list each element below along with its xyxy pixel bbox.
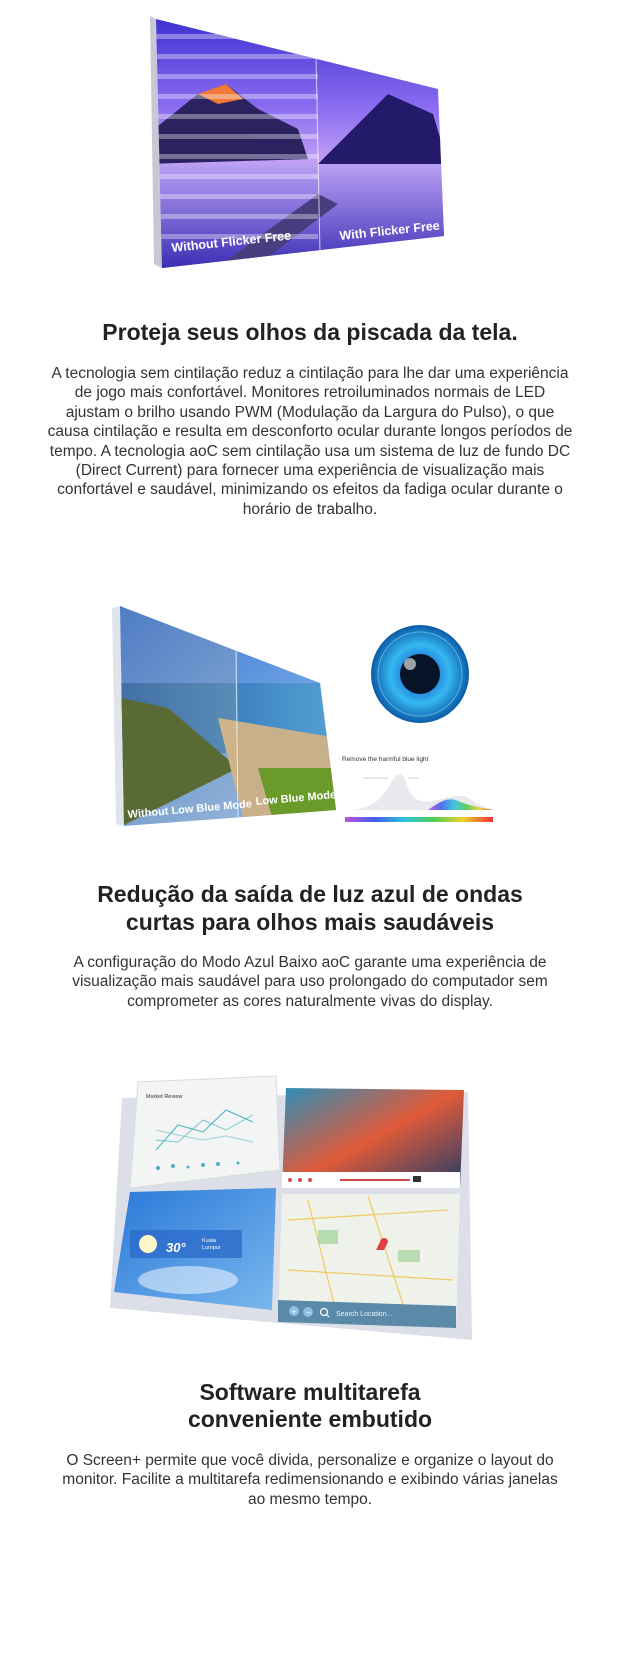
map-window	[278, 1194, 460, 1328]
low-blue-description: A configuração do Modo Azul Baixo aoC garante uma experiência de visualização mais saudável para uso prolongado do computador sem comprometer as cores naturalmente vivas do display.	[72, 954, 548, 1010]
weather-temperature: 30°	[166, 1240, 186, 1255]
weather-city-line-1: Kuala	[202, 1238, 217, 1244]
low-blue-mode-label: Low Blue Mode	[255, 789, 337, 808]
flicker-free-illustration	[148, 14, 458, 276]
without-low-blue-mode-label: Without Low Blue Mode	[127, 798, 253, 821]
flicker-free-title: Proteja seus olhos da piscada da tela.	[102, 319, 518, 345]
chart-window	[130, 1076, 280, 1188]
video-window	[282, 1088, 464, 1188]
svg-text:−: −	[306, 1309, 312, 1317]
weather-window	[114, 1188, 276, 1310]
spectrum-caption: Remove the harmful blue light	[342, 756, 429, 763]
spectrum-graph	[345, 774, 493, 822]
svg-text:+: +	[291, 1308, 297, 1316]
screen-plus-title-line-1: Software multitarefa	[199, 1379, 421, 1405]
with-flicker-free-label: With Flicker Free	[338, 218, 441, 243]
low-blue-title-line-2: curtas para olhos mais saudáveis	[125, 909, 495, 935]
low-blue-mode-illustration	[98, 598, 506, 838]
low-blue-title-line-1: Redução da saída de luz azul de ondas	[97, 881, 523, 907]
weather-city-line-2: Lumpur	[202, 1245, 221, 1251]
eye-icon	[371, 625, 469, 723]
map-search-input[interactable]: Search Location...	[336, 1311, 393, 1318]
screen-plus-illustration	[108, 1070, 478, 1355]
without-flicker-free-label: Without Flicker Free	[170, 228, 292, 255]
flicker-free-description: A tecnologia sem cintilação reduz a cintilação para lhe dar uma experiência de jogo mais confortável. Monitores retroiluminados normais de LED ajustam o brilho usando PWM (Modulação da Largura do Pulso), o que causa cintilação e resulta em desconforto ocular durante longos períodos de tempo. A tecnologia aoC sem cintilação usa um sistema de luz de fundo DC (Direct Current) para fornecer uma experiência de visualização mais confortável e saudável, minimizando os efeitos da fadiga ocular durante o horário de trabalho.	[47, 365, 573, 518]
zoom-out-icon[interactable]	[303, 1307, 313, 1317]
screen-plus-description: O Screen+ permite que você divida, personalize e organize o layout do monitor. Facilite a multitarefa redimensionando e exibindo várias janelas ao mesmo tempo.	[62, 1452, 558, 1508]
chart-window-title: Market Review	[146, 1094, 183, 1100]
zoom-in-icon[interactable]	[289, 1306, 299, 1316]
screen-plus-title-line-2: conveniente embutido	[187, 1406, 433, 1432]
